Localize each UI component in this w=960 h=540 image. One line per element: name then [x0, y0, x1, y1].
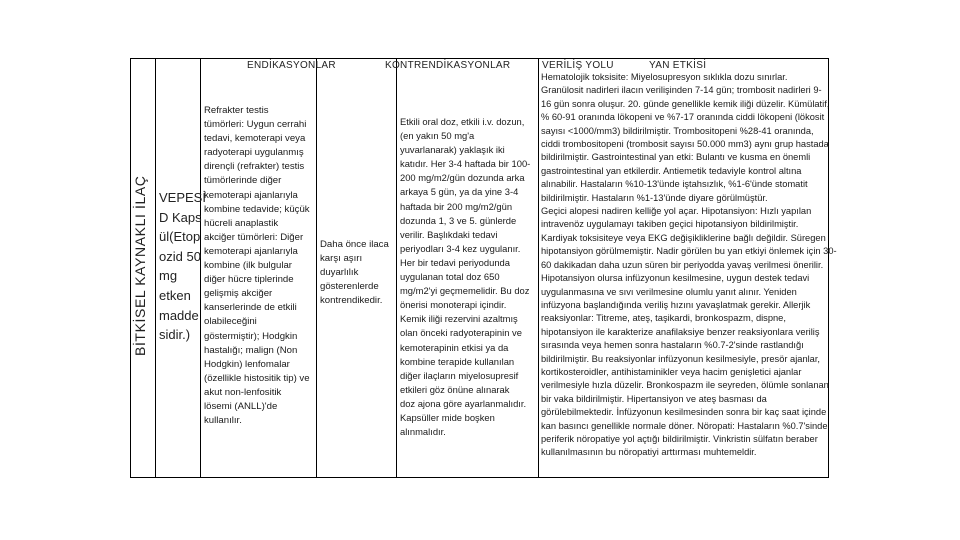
verilis-line: Etkili oral doz, etkili i.v. dozun, [400, 116, 525, 127]
endikasyon-line: Refrakter testis [204, 105, 269, 116]
yan-etki-line: hipotansiyon görülmemiştir. Nadir görülen bu yan etkiyi önlemek için 30- [541, 246, 837, 257]
drug-name-line: etken [159, 287, 191, 303]
divider-kontrendikasyon-verilis [396, 58, 397, 478]
yan-etki-line: uygulanmasına ve sıvı verilmesine olumlu yanıt alınır. Yeniden [541, 286, 797, 297]
drug-name-line: ül(Etop [159, 229, 201, 245]
yan-etki-line: bir vaka bildirilmiştir. Hipertansiyon ve ateş basması da [541, 393, 767, 404]
drug-name-line: ozid 50 [159, 248, 201, 264]
verilis-line: olan önceki radyoterapinin ve [400, 327, 522, 339]
verilis-line: (en yakın 50 mg'a [400, 130, 475, 142]
drug-name-line: VEPESİ [159, 190, 206, 205]
endikasyon-line: olabileceğini [204, 316, 257, 328]
verilis-line: verilir. Başlıkdaki tedavi [400, 228, 498, 240]
kontrendikasyon-line: Daha önce ilaca [320, 239, 389, 250]
endikasyon-line: hastalığı; malign (Non [204, 344, 298, 356]
endikasyon-line: kanserlerinde de etkili [204, 302, 297, 314]
verilis-line: 200 mg/m2/gün dozunda arka [400, 172, 525, 184]
yan-etki-line: gastrointestinal yan etkilerdir. Antiemetik tedaviyle kontrol altına [541, 165, 802, 176]
yan-etki-line: bildirilmiştir. Hastaların %1-13'ünde diyare görülmüştür. [541, 192, 768, 203]
verilis-line: kombine terapide kullanılan [400, 355, 515, 367]
yan-etki-line: kortikosteroidler, antihistaminikler veya hacim genişletici ajanlar [541, 366, 802, 377]
verilis-line: Kemik iliği rezervini azaltmış [400, 313, 518, 325]
yan-etki-line: Hematolojik toksisite: Miyelosupresyon sıklıkla dozu sınırlar. [541, 72, 788, 82]
verilis-line: Her bir tedavi periyodunda [400, 256, 510, 268]
endikasyon-line: kemoterapi ajanlarıyla [204, 245, 298, 257]
drug-name-line: sidir.) [159, 327, 191, 343]
table-border-left [130, 58, 131, 478]
verilis-line: katıdır. Her 3-4 haftada bir 100- [400, 158, 531, 170]
yan-etki-line: Granülosit nadirleri ilacın verilişinden 7-14 gün; trombosit nadirleri 9- [541, 85, 822, 96]
verilis-line: doz ajona göre ayarlanmalıdır. [400, 397, 527, 409]
verilis-line: alınmalıdır. [400, 426, 446, 438]
endikasyon-line: kullanılır. [204, 415, 242, 427]
verilis-line: önerisi monoterapi içindir. [400, 299, 507, 311]
yan-etki-line: % 60-91 oranında lökopeni ve %7-17 oranında ciddi lökopeni (lökosit [541, 112, 825, 123]
yan-etki-line: Geçici alopesi nadiren kelliğe yol açar. Hipotansiyon: Hızlı yapılan [541, 206, 812, 217]
yan-etki-line: ciddi trombositopeni (trombosit sayısı 50.000 mm3) aynı grup hastada [541, 139, 829, 150]
endikasyon-line: gelişmiş akciğer [204, 288, 273, 300]
yan-etki-line: periferik nöropatiye yol açtığı bildirilmiştir. Vinkristin sülfatın beraber [541, 433, 818, 444]
endikasyon-line: (özellikle histositik tip) ve [204, 372, 310, 384]
verilis-yolu-text [400, 115, 530, 439]
endikasyon-line: tümörlerinde diğer [204, 175, 282, 187]
endikasyon-line: lösemi (ANLL)'de [204, 400, 278, 412]
table-border-bottom [130, 477, 829, 478]
header-kontrendikasyonlar: KONTRENDİKASYONLAR [385, 60, 511, 71]
kontrendikasyon-line: gösterenlerde [320, 281, 379, 293]
drug-name [159, 188, 206, 345]
endikasyon-line: dirençli (refrakter) testis [204, 161, 305, 173]
yan-etki-line: görülebilmektedir. İnfüzyonun kesilmesinden sonra bir kaç saat içinde [541, 407, 827, 418]
endikasyon-line: Hodgkin) lenfomalar [204, 358, 290, 370]
yan-etki-line: alınabilir. Hastaların %10-13'ünde iştahsızlık, %1-6'ünde stomatit [541, 179, 808, 190]
endikasyon-line: göstermiştir); Hodgkin [204, 330, 298, 342]
endikasyon-line: radyoterapi uygulanmış [204, 147, 304, 159]
yan-etki-line: reaksiyonlar: Titreme, ateş, taşikardi, bronkospazm, dispne, [541, 313, 786, 324]
endikasyon-line: kombine tedavide; küçük [204, 203, 310, 215]
verilis-line: Kapsüller mide boşken [400, 411, 495, 423]
verilis-line: kemoterapinin etkisi ya da [400, 341, 509, 353]
verilis-line: diğer ilaçların miyelosupresif [400, 369, 519, 381]
endikasyon-line: akciğer tümörleri: Diğer [204, 231, 304, 243]
drug-name-line: D Kaps [159, 209, 202, 225]
yan-etki-line: 16 gün sonra oluşur. 20. günde genellikle kemik iliği düzelir. Kümülatif, [541, 98, 830, 109]
yan-etki-line: bildirilmiştir. Gastrointestinal yan etki: Bulantı ve kusma en önemli [541, 152, 811, 163]
side-label: BİTKİSEL KAYNAKLI İLAÇ [132, 175, 148, 356]
yan-etki-line: sayısı <1000/mm3) bildirilmiştir. Trombositopeni %28-41 oranında, [541, 125, 814, 136]
yan-etki-line: intravenöz uygulamayı takiben geçici hipotansiyon bildirilmiştir. [541, 219, 799, 230]
yan-etki-line: hipotansiyon ile karakterize anafilaksiye benzer reaksiyonlara veriliş [541, 326, 820, 337]
verilis-line: etkileri göz önüne alınarak [400, 383, 510, 395]
endikasyon-line: diğer hücre tiplerinde [204, 274, 294, 286]
kontrendikasyon-line: duyarlılık [320, 267, 359, 279]
drug-name-line: madde [159, 307, 199, 323]
verilis-line: haftada bir 200 mg/m2/gün [400, 200, 513, 212]
divider-label-drug [155, 58, 156, 478]
endikasyon-line: akut non-lenfositik [204, 386, 282, 398]
kontrendikasyon-line: karşı aşırı [320, 253, 363, 265]
yan-etki-line: Hipotansiyon olursa infüzyonun kesilmesine, uygun destek tedavi [541, 273, 810, 284]
endikasyon-line: tedavi, kemoterapi veya [204, 133, 306, 145]
yan-etki-line: 60 dakikadan daha uzun süren bir periyodda yavaş verilmesi önerilir. [541, 259, 824, 270]
header-endikasyonlar: ENDİKASYONLAR [247, 60, 336, 71]
yan-etki-line: bildirilmiştir. Bu reaksiyonlar infüzyonun kesilmesiyle, presör ajanlar, [541, 353, 821, 364]
verilis-line: arkaya 5 gün, ya da yine 3-4 [400, 186, 519, 198]
yan-etki-line: verilmesiyle hızla düzelir. Bronkospazm ile seyreden, ölümle sonlanan [541, 380, 829, 391]
header-yan-etkisi: YAN ETKİSİ [649, 60, 707, 71]
divider-verilis-yanetki [538, 58, 539, 478]
header-verilis-yolu: VERİLİŞ YOLU [542, 60, 614, 71]
verilis-line: yuvarlanarak) yaklaşık iki [400, 144, 505, 156]
kontrendikasyonlar-text [320, 238, 389, 308]
kontrendikasyon-line: kontrendikedir. [320, 295, 383, 307]
verilis-line: mg/m2'yi geçmemelidir. Bu doz [400, 285, 530, 297]
endikasyonlar-text [204, 104, 310, 428]
yan-etki-line: sırasında veya hemen sonra hastaların %0.7-2'sinde rastlandığı [541, 340, 804, 351]
verilis-line: periyodları 3-4 kez uygulanır. [400, 242, 521, 254]
endikasyon-line: kombine (ilk bulgular [204, 260, 292, 272]
yan-etki-line: Kardiyak toksisiteye veya EKG değişikliklerine bağlı değildir. Süregen [541, 232, 826, 243]
table-border-top [130, 58, 829, 59]
drug-name-line: mg [159, 268, 178, 284]
yan-etki-line: kan basıncı genellikle normale döner. Nöropati: Hastaların %0.7'sinde [541, 420, 828, 431]
endikasyon-line: kemoterapi ajanlarıyla [204, 189, 298, 201]
yan-etkisi-text [541, 71, 837, 460]
verilis-line: dozunda 1, 3 ve 5. günlerde [400, 214, 517, 226]
endikasyon-line: tümörleri: Uygun cerrahi [204, 119, 307, 131]
verilis-line: uygulanan total doz 650 [400, 271, 500, 283]
yan-etki-line: infüzyona başlandığında veriliş hızını yavaşlatmak gerekir. Allerjik [541, 299, 811, 310]
divider-endikasyon-kontrendikasyon [316, 58, 317, 478]
endikasyon-line: hücreli anaplastik [204, 217, 279, 229]
yan-etki-line: kullanılmasının bu nöropatiyi arttırması muhtemeldir. [541, 447, 757, 458]
